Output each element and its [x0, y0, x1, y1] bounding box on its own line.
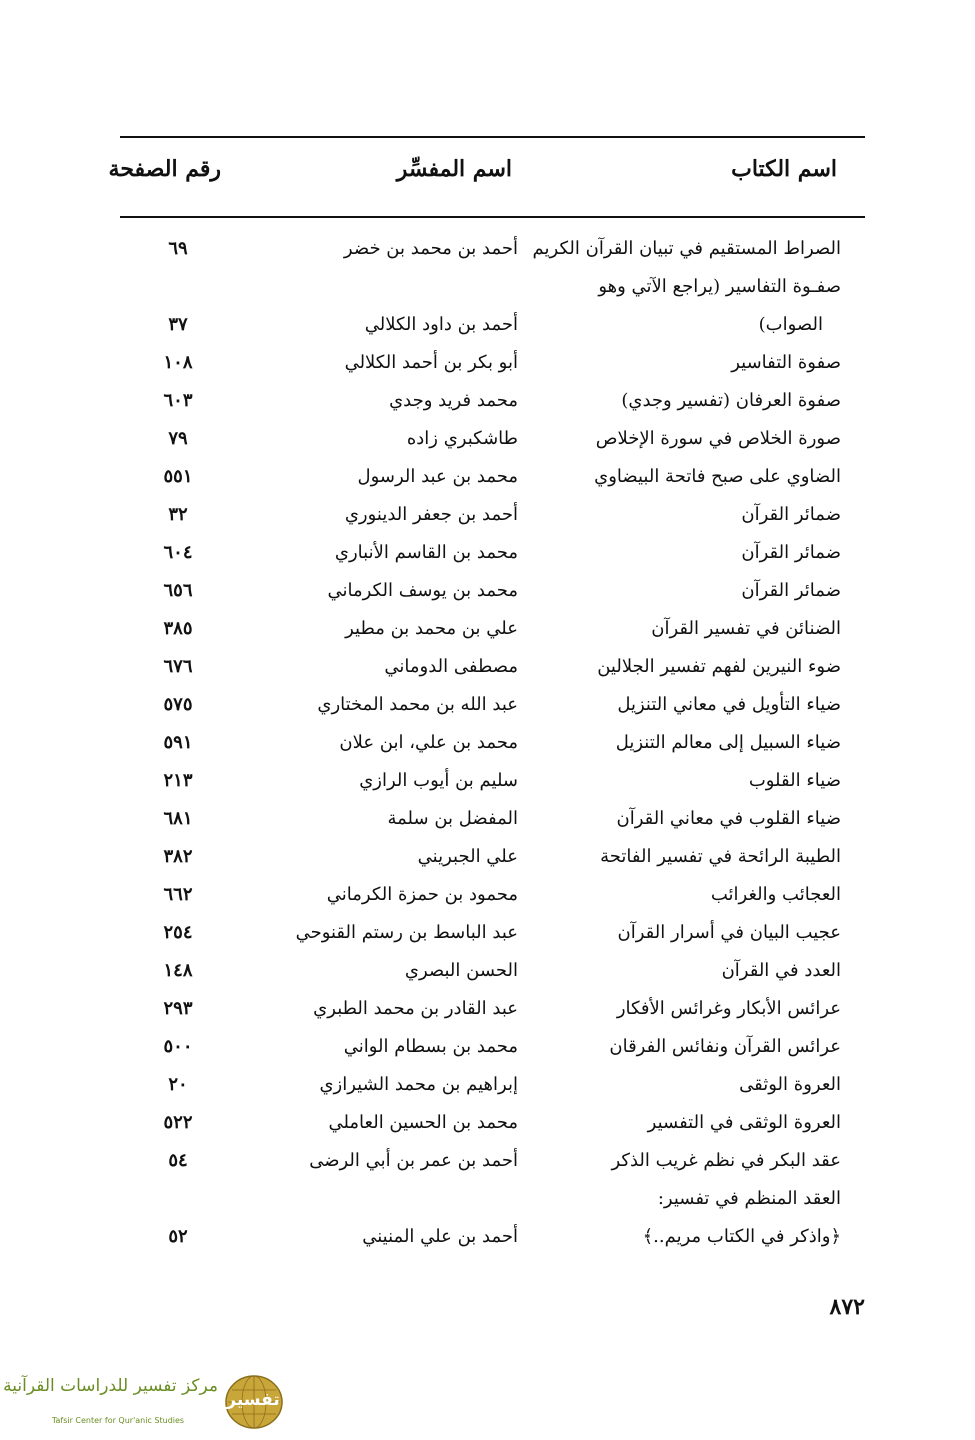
book-title: الصراط المستقيم في تبيان القرآن الكريم: [532, 238, 841, 259]
page-reference: ٣٨٢: [163, 846, 193, 867]
page-column-header: رقم الصفحة: [108, 156, 221, 182]
header-rule: [120, 216, 865, 218]
author-name: محمد بن علي، ابن علان: [339, 732, 518, 753]
book-title: ضياء القلوب: [748, 770, 841, 791]
book-title: الطيبة الرائحة في تفسير الفاتحة: [600, 846, 841, 867]
book-title: العجائب والغرائب: [710, 884, 841, 905]
author-name: محمد بن بسطام الواني: [343, 1036, 518, 1057]
page-reference: ٦٧٦: [163, 656, 193, 677]
author-name: أبو بكر بن أحمد الكلالي: [344, 352, 518, 373]
table-row: [0, 650, 975, 688]
page-reference: ٥٢٢: [163, 1112, 193, 1133]
author-name: علي بن محمد بن مطير: [345, 618, 518, 639]
author-name: المفضل بن سلمة: [387, 808, 518, 829]
table-row: [0, 612, 975, 650]
book-title: صفـوة التفاسير (يراجع الآتي وهو: [598, 276, 841, 297]
author-name: محمد فريد وجدي: [389, 390, 518, 411]
author-name: أحمد بن عمر بن أبي الرضى: [309, 1150, 518, 1171]
tafsir-center-logo: [3, 1372, 288, 1432]
author-name: عبد القادر بن محمد الطبري: [313, 998, 518, 1019]
book-title: عقد البكر في نظم غريب الذكر: [611, 1150, 841, 1171]
table-row: [0, 460, 975, 498]
author-name: محمد بن الحسين العاملي: [328, 1112, 518, 1133]
page-reference: ٥٥١: [163, 466, 193, 487]
table-row: [0, 308, 975, 346]
author-name: أحمد بن محمد بن خضر: [343, 238, 518, 259]
page-reference: ٢٠: [168, 1074, 188, 1095]
index-table: [0, 232, 975, 1258]
table-row: [0, 1144, 975, 1182]
table-row: [0, 1106, 975, 1144]
table-row: [0, 878, 975, 916]
page-reference: ٥٧٥: [163, 694, 193, 715]
page-reference: ١٠٨: [163, 352, 193, 373]
author-name: محمد بن القاسم الأنباري: [334, 542, 518, 563]
table-row: [0, 1220, 975, 1258]
table-row: [0, 574, 975, 612]
book-title: صفوة التفاسير: [731, 352, 841, 373]
logo-arabic-text: مركز تفسير للدراسات القرآنية: [3, 1376, 218, 1396]
page-reference: ٢٥٤: [163, 922, 193, 943]
book-title: ضياء التأويل في معاني التنزيل: [617, 694, 841, 715]
table-row: [0, 384, 975, 422]
book-title: الضاوي على صبح فاتحة البيضاوي: [594, 466, 841, 487]
book-column-header: اسم الكتاب: [731, 156, 837, 182]
page-reference: ٣٨٥: [163, 618, 193, 639]
author-name: الحسن البصري: [404, 960, 518, 981]
page-reference: ٦٠٣: [163, 390, 193, 411]
page-reference: ٧٩: [168, 428, 188, 449]
book-title: ضمائر القرآن: [741, 542, 841, 563]
book-title: عجيب البيان في أسرار القرآن: [617, 922, 841, 943]
page-reference: ٦٨١: [163, 808, 193, 829]
author-name: مصطفى الدوماني: [384, 656, 518, 677]
author-name: سليم بن أيوب الرازي: [359, 770, 518, 791]
table-row: [0, 1182, 975, 1220]
page-reference: ٥٩١: [163, 732, 193, 753]
table-row: [0, 1068, 975, 1106]
table-row: [0, 802, 975, 840]
author-name: علي الجبريني: [417, 846, 518, 867]
table-row: [0, 232, 975, 270]
book-title: العروة الوثقى في التفسير: [647, 1112, 841, 1133]
page-reference: ٣٢: [168, 504, 188, 525]
author-name: طاشكبري زاده: [406, 428, 518, 449]
book-title: العروة الوثقى: [739, 1074, 841, 1095]
book-title: الصواب): [758, 314, 823, 335]
page-reference: ٥٢: [168, 1226, 188, 1247]
table-row: [0, 840, 975, 878]
book-title: الضنائن في تفسير القرآن: [651, 618, 841, 639]
table-row: [0, 992, 975, 1030]
book-title: صورة الخلاص في سورة الإخلاص: [595, 428, 841, 449]
logo-english-text: Tafsir Center for Qur'anic Studies: [51, 1416, 185, 1425]
table-row: [0, 536, 975, 574]
table-row: [0, 498, 975, 536]
book-title: عرائس القرآن ونفائس الفرقان: [609, 1036, 841, 1057]
table-row: [0, 270, 975, 308]
page-reference: ٦٥٦: [163, 580, 193, 601]
table-row: [0, 688, 975, 726]
page-reference: ١٤٨: [163, 960, 193, 981]
author-name: عبد الله بن محمد المختاري: [317, 694, 518, 715]
book-title: ضمائر القرآن: [741, 504, 841, 525]
book-title: عرائس الأبكار وغرائس الأفكار: [616, 998, 841, 1019]
author-name: محمد بن يوسف الكرماني: [327, 580, 518, 601]
table-row: [0, 422, 975, 460]
book-title: ضياء القلوب في معاني القرآن: [616, 808, 841, 829]
author-name: أحمد بن جعفر الدينوري: [344, 504, 518, 525]
table-row: [0, 954, 975, 992]
table-row: [0, 346, 975, 384]
logo-mark-text: تفسير: [226, 1390, 280, 1410]
page-reference: ٢١٣: [163, 770, 193, 791]
book-title: العقد المنظم في تفسير:: [657, 1188, 841, 1209]
author-column-header: اسم المفسِّر: [396, 156, 512, 182]
author-name: إبراهيم بن محمد الشيرازي: [319, 1074, 518, 1095]
page-reference: ٥٠٠: [163, 1036, 193, 1057]
top-rule: [120, 136, 865, 138]
page-reference: ٦٩: [168, 238, 188, 259]
page-reference: ٣٧: [168, 314, 188, 335]
author-name: عبد الباسط بن رستم القنوحي: [295, 922, 518, 943]
book-title: ضمائر القرآن: [741, 580, 841, 601]
author-name: أحمد بن علي المنيني: [362, 1226, 518, 1247]
table-row: [0, 764, 975, 802]
book-title: ضوء النيرين لفهم تفسير الجلالين: [597, 656, 841, 677]
table-row: [0, 916, 975, 954]
book-title: صفوة العرفان (تفسير وجدي): [621, 390, 841, 411]
book-title: ﴿واذكر في الكتاب مريم..﴾: [642, 1226, 841, 1247]
page-number: ٨٧٢: [829, 1294, 865, 1320]
book-title: العدد في القرآن: [721, 960, 841, 981]
page-reference: ٦٠٤: [163, 542, 193, 563]
table-row: [0, 726, 975, 764]
author-name: أحمد بن داود الكلالي: [364, 314, 518, 335]
book-title: ضياء السبيل إلى معالم التنزيل: [615, 732, 841, 753]
author-name: محمود بن حمزة الكرماني: [326, 884, 518, 905]
page-reference: ٦٦٢: [163, 884, 193, 905]
page-reference: ٥٤: [168, 1150, 188, 1171]
table-row: [0, 1030, 975, 1068]
page-reference: ٢٩٣: [163, 998, 193, 1019]
author-name: محمد بن عبد الرسول: [357, 466, 518, 487]
